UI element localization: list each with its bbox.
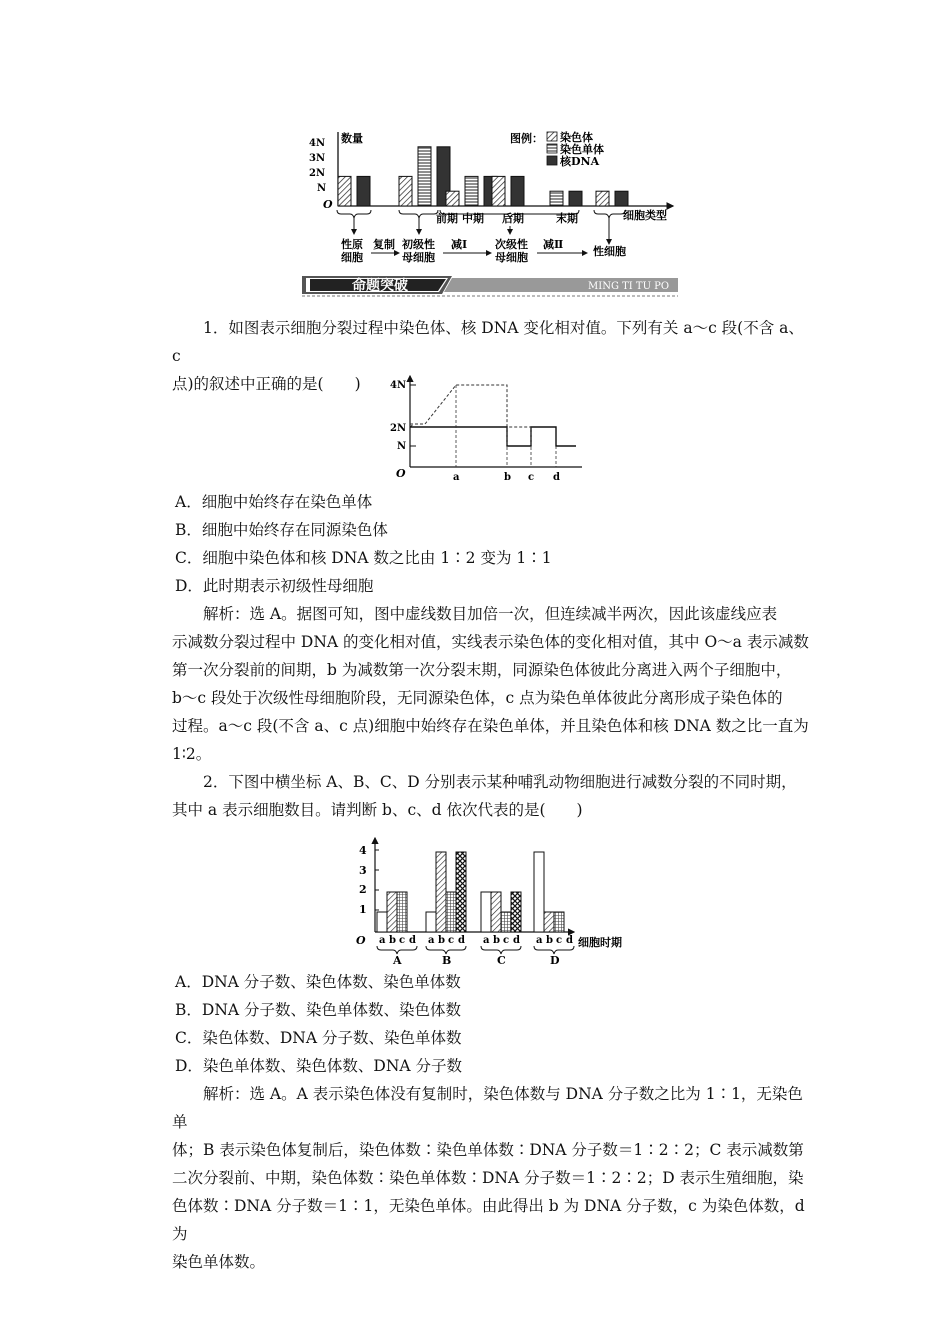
bar-dna [511, 176, 524, 206]
q1-option-a: A．细胞中始终存在染色单体 [175, 493, 373, 511]
q1-analysis-line: 过程。a～c 段(不含 a、c 点)细胞中始终存在染色单体，并且染色体和核 DNA 数之比一直为 [172, 717, 809, 735]
q2-analysis-line: 解析：选 A。A 表示染色体没有复制时，染色体数与 DNA 分子数之比为 1∶1，无染色单 [172, 1085, 803, 1131]
phase-label: 前期 [436, 212, 458, 225]
group-label: D [550, 954, 560, 967]
arrow-label: 复制 [373, 238, 395, 251]
x-tick: b [504, 472, 511, 483]
q1-analysis [172, 600, 812, 768]
bar-letter: b [438, 935, 445, 946]
x-tick: a [453, 472, 460, 483]
bar-dna [569, 191, 582, 206]
stage-label: 次级性母细胞 [495, 238, 528, 264]
phase-label: 中期 [462, 212, 484, 225]
legend-swatch-chromosome [547, 132, 557, 141]
bar-chromatid [418, 147, 431, 206]
x-axis-label: 细胞类型 [623, 209, 667, 222]
bar-chromosome [399, 176, 412, 206]
origin-label: O [323, 198, 333, 211]
bar-letter: b [389, 935, 396, 946]
bar-a [426, 912, 436, 932]
bar-letter: a [483, 935, 490, 946]
bar-b [544, 912, 554, 932]
q1-analysis-line: 示减数分裂过程中 DNA 的变化相对值，实线表示染色体的变化相对值，其中 O～a 表示减数 [172, 633, 809, 651]
q1-analysis-line: b～c 段处于次级性母细胞阶段，无同源染色体，c 点为染色单体彼此分离形成子染色体的 [172, 689, 783, 707]
q2-stem-line1: 2．下图中横坐标 A、B、C、D 分别表示某种哺乳动物细胞进行减数分裂的不同时期， [203, 773, 797, 791]
bar-letter: a [428, 935, 435, 946]
x-tick: d [553, 472, 560, 483]
q1-analysis-line: 解析：选 A。据图可知，图中虚线数目加倍一次，但连续减半两次，因此该虚线应表 [203, 605, 778, 623]
bar-b [491, 892, 501, 932]
legend-chromosome: 染色体 [560, 131, 593, 144]
y-tick: 2N [390, 423, 407, 434]
bar-chromosome [492, 176, 505, 206]
legend-dna: 核DNA [560, 155, 600, 168]
stage-label: 性细胞 [593, 245, 626, 258]
q2-option-a: A．DNA 分子数、染色体数、染色单体数 [175, 973, 461, 991]
stage-label: 性原细胞 [341, 238, 363, 264]
bar-d [456, 852, 466, 932]
arrow-label: 减Ⅱ [543, 238, 564, 251]
q2-analysis [172, 1080, 812, 1276]
bar-a [534, 852, 544, 932]
bar-c [446, 892, 456, 932]
bar-c [501, 912, 511, 932]
q1-option-b: B．细胞中始终存在同源染色体 [175, 521, 388, 539]
y-tick: 4N [309, 138, 326, 149]
y-tick: 3N [309, 153, 326, 164]
bar-d [511, 892, 521, 932]
y-tick: 3 [359, 864, 367, 877]
group-label: A [393, 954, 402, 967]
q1-line-graph [370, 372, 590, 488]
q2-stem-line2: 其中 a 表示细胞数目。请判断 b、c、d 依次代表的是( ) [172, 801, 583, 819]
q2-option-d: D．染色单体数、染色体数、DNA 分子数 [175, 1057, 463, 1075]
bar-chromatid [465, 176, 478, 206]
bar-letter: b [493, 935, 500, 946]
group-brace [377, 946, 417, 954]
chromosome-solid-line [410, 427, 576, 446]
q1-option-c: C．细胞中染色体和核 DNA 数之比由 1∶2 变为 1∶1 [175, 549, 552, 567]
bar-c [397, 892, 407, 932]
q2-analysis-line: 二次分裂前、中期，染色体数∶染色单体数∶DNA 分子数＝1∶2∶2；D 表示生殖细胞，染 [172, 1169, 804, 1187]
bar-letter: c [399, 935, 406, 946]
y-tick: 4 [359, 844, 367, 857]
q2-analysis-line: 色体数∶DNA 分子数＝1∶1，无染色单体。由此得出 b 为 DNA 分子数，c 为染色体数，d 为 [172, 1197, 805, 1243]
q2-analysis-line: 染色单体数。 [172, 1253, 266, 1271]
y-axis-label: 数量 [341, 132, 363, 145]
bar-letter: c [556, 935, 563, 946]
bar-dna [615, 191, 628, 206]
q1-stem-line1: 1．如图表示细胞分裂过程中染色体、核 DNA 变化相对值。下列有关 a～c 段(不含 a、c [172, 319, 804, 365]
dna-dashed-line [410, 385, 576, 446]
bar-chromosome [338, 176, 351, 206]
bar-chromatid [550, 191, 563, 206]
legend-swatch-dna [547, 156, 557, 165]
bar-letter: a [379, 935, 386, 946]
phase-label: 后期 [502, 212, 524, 225]
bar-a [481, 892, 491, 932]
meiosis-bar-figure [305, 126, 685, 274]
bar-c [554, 912, 564, 932]
bar-letter: a [536, 935, 543, 946]
q1-stem-line2: 点)的叙述中正确的是( ) [172, 375, 361, 393]
q1-options [172, 488, 812, 600]
stage-label: 初级性母细胞 [402, 238, 435, 264]
legend-chromatid: 染色单体 [560, 143, 604, 156]
banner-title: 命题突破 [352, 278, 408, 294]
bar-letter: c [503, 935, 510, 946]
bar-b [387, 892, 397, 932]
arrow-label: 减Ⅰ [451, 238, 468, 251]
q1-option-d: D．此时期表示初级性母细胞 [175, 577, 374, 595]
y-tick: N [317, 183, 327, 194]
bar-letter: d [566, 935, 573, 946]
banner-pinyin: MING TI TU PO [588, 281, 670, 292]
bar-chromosome [446, 191, 459, 206]
legend-title: 图例： [510, 132, 543, 145]
y-tick: 2N [309, 168, 326, 179]
group-label: C [497, 954, 506, 967]
group-brace [426, 946, 466, 954]
y-tick: N [397, 441, 407, 452]
q2-bar-graph [350, 836, 640, 968]
bar-a [377, 912, 387, 932]
q1-analysis-line: 1∶2。 [172, 745, 212, 763]
x-axis-label: 细胞时期 [578, 936, 622, 949]
group-brace [481, 946, 521, 954]
bar-letter: b [546, 935, 553, 946]
q2-options [172, 968, 812, 1080]
bar-letter: d [458, 935, 465, 946]
section-banner [302, 276, 678, 298]
phase-label: 末期 [556, 212, 578, 225]
group-brace [534, 946, 574, 954]
y-tick: 4N [390, 380, 407, 391]
bar-letter: c [448, 935, 455, 946]
bar-b [436, 852, 446, 932]
q2-option-c: C．染色体数、DNA 分子数、染色单体数 [175, 1029, 462, 1047]
origin-label: O [356, 934, 366, 947]
q2-stem [172, 768, 812, 824]
y-tick: 2 [359, 883, 367, 896]
origin-label: O [396, 467, 406, 480]
group-label: B [442, 954, 452, 967]
bar-dna [357, 176, 370, 206]
bar-letter: d [513, 935, 520, 946]
q2-option-b: B．DNA 分子数、染色单体数、染色体数 [175, 1001, 462, 1019]
bar-chromosome [596, 191, 609, 206]
q2-analysis-line: 体；B 表示染色体复制后，染色体数∶染色单体数∶DNA 分子数＝1∶2∶2；C 表示减数第 [172, 1141, 804, 1159]
y-tick: 1 [359, 903, 367, 916]
q1-analysis-line: 第一次分裂前的间期，b 为减数第一次分裂末期，同源染色体彼此分离进入两个子细胞中， [172, 661, 792, 679]
legend-swatch-chromatid [547, 144, 557, 153]
x-tick: c [528, 472, 535, 483]
bar-letter: d [409, 935, 416, 946]
